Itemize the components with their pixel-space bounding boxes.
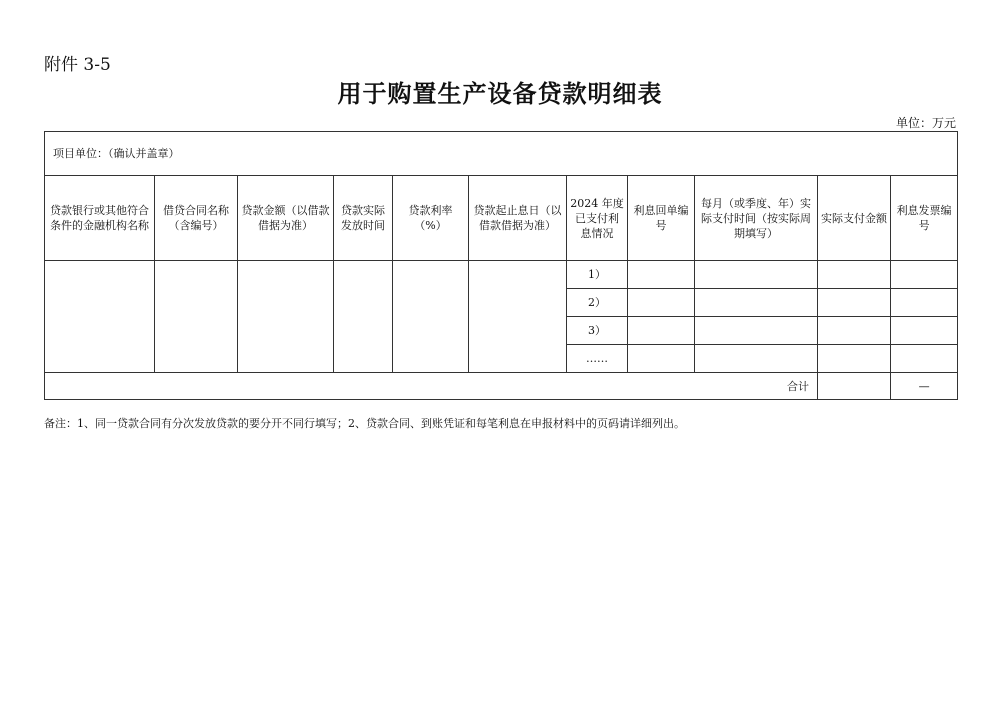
receipt-no-cell[interactable] [628,317,695,345]
header-paid-interest: 2024 年度已支付利息情况 [567,176,628,261]
paid-amount-cell[interactable] [818,345,891,373]
issue-time-cell[interactable] [334,261,393,373]
interest-row-label: …… [567,345,628,373]
amount-cell[interactable] [238,261,334,373]
total-row [45,373,958,400]
payment-time-cell[interactable] [695,261,818,289]
payment-time-cell[interactable] [695,345,818,373]
header-interest-period: 贷款起止息日（以借款借据为准） [469,176,567,261]
table-row [45,261,958,289]
header-rate: 贷款利率（%） [393,176,469,261]
interest-row-label: 2） [567,289,628,317]
invoice-no-cell[interactable] [891,317,958,345]
header-payment-time: 每月（或季度、年）实际支付时间（按实际周期填写） [695,176,818,261]
invoice-no-cell[interactable] [891,289,958,317]
bank-cell[interactable] [45,261,155,373]
receipt-no-cell[interactable] [628,289,695,317]
header-amount: 贷款金额（以借款借据为准） [238,176,334,261]
paid-amount-cell[interactable] [818,289,891,317]
interest-row-label: 1） [567,261,628,289]
loan-detail-table [44,131,958,400]
receipt-no-cell[interactable] [628,345,695,373]
header-invoice-no: 利息发票编号 [891,176,958,261]
paid-amount-cell[interactable] [818,317,891,345]
header-receipt-no: 利息回单编号 [628,176,695,261]
interest-period-cell[interactable] [469,261,567,373]
paid-amount-cell[interactable] [818,261,891,289]
payment-time-cell[interactable] [695,289,818,317]
page-title: 用于购置生产设备贷款明细表 [337,79,663,108]
interest-row-label: 3） [567,317,628,345]
invoice-no-cell[interactable] [891,345,958,373]
attachment-label: 附件 3-5 [44,55,111,75]
header-paid-amount: 实际支付金额 [818,176,891,261]
total-invoice-cell: — [891,373,958,400]
remarks-note: 备注：1、同一贷款合同有分次发放贷款的要分开不同行填写；2、贷款合同、到账凭证和每笔利息在申报材料中的页码请详细列出。 [44,417,685,430]
header-bank: 贷款银行或其他符合条件的金融机构名称 [45,176,155,261]
header-contract: 借贷合同名称（含编号） [155,176,238,261]
project-unit-cell[interactable]: 项目单位：（确认并盖章） [45,132,958,176]
total-amount-cell[interactable] [818,373,891,400]
unit-label: 单位：万元 [895,116,956,130]
receipt-no-cell[interactable] [628,261,695,289]
invoice-no-cell[interactable] [891,261,958,289]
header-issue-time: 贷款实际发放时间 [334,176,393,261]
payment-time-cell[interactable] [695,317,818,345]
rate-cell[interactable] [393,261,469,373]
contract-cell[interactable] [155,261,238,373]
total-label: 合计 [45,373,818,400]
